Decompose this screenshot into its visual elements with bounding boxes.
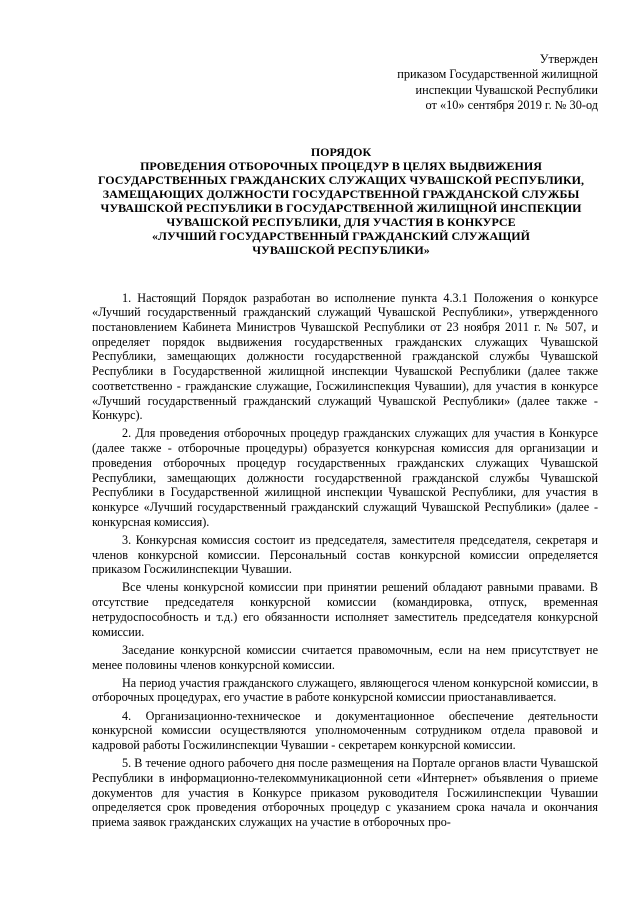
paragraph-2: 2. Для проведения отборочных процедур гражданских служащих для участия в Конкурсе (далее также - отборочные процедуры) образуется конкурсная комиссия для организации и проведения отборочных процедур государственных гражданских служащих Чувашской Республики, замещающих должности государственной гражданской службы Чувашской Республики в Государственной жилищной инспекции Чувашской Республики, для участия в конкурсе «Лучший государственный гражданский служащий Чувашской Республики» (далее - конкурсная комиссия).	[92, 426, 598, 529]
approval-line: Утвержден	[539, 52, 598, 66]
approval-stamp	[92, 52, 598, 114]
paragraph-5: 5. В течение одного рабочего дня после размещения на Портале органов власти Чувашской Республики в информационно-телекоммуникационной сети «Интернет» объявления о приеме документов для участия в Конкурсе приказом руководителя Госжилинспекции Чувашии определяется срок проведения отборочных процедур с указанием срока начала и окончания приема заявок гражданских служащих на участие в отборочных про-	[92, 756, 598, 830]
document-title	[88, 145, 594, 257]
title-line: ЧУВАШСКОЙ РЕСПУБЛИКИ, ДЛЯ УЧАСТИЯ В КОНКУРСЕ	[166, 214, 516, 229]
document-body	[92, 291, 598, 830]
paragraph-3: 3. Конкурсная комиссия состоит из председателя, заместителя председателя, секретаря и членов конкурсной комиссии. Персональный состав конкурсной комиссии определяется приказом Госжилинспекции Чувашии.	[92, 532, 598, 577]
title-line: ПРОВЕДЕНИЯ ОТБОРОЧНЫХ ПРОЦЕДУР В ЦЕЛЯХ ВЫДВИЖЕНИЯ	[140, 158, 542, 173]
paragraph-3-suspension: На период участия гражданского служащего, являющегося членом конкурсной комиссии, в отборочных процедурах, его участие в работе конкурсной комиссии приостанавливается.	[92, 675, 598, 705]
paragraph-3-quorum: Заседание конкурсной комиссии считается правомочным, если на нем присутствует не менее половины членов конкурсной комиссии.	[92, 642, 598, 672]
paragraph-1: 1. Настоящий Порядок разработан во исполнение пункта 4.3.1 Положения о конкурсе «Лучший государственный гражданский служащий Чувашской Республики», утвержденного постановлением Кабинета Министров Чувашской Республики от 23 ноября 2011 г. № 507, и определяет порядок выдвижения государственных гражданских служащих Чувашской Республики, замещающих должности государственной гражданской службы Чувашской Республики в Государственной жилищной инспекции Чувашской Республики (далее также соответственно - гражданские служащие, Госжилинспекция Чувашии), для участия в конкурсе «Лучший государственный гражданский служащий Чувашской Республики» (далее также - Конкурс).	[92, 290, 598, 423]
title-line: ЧУВАШСКОЙ РЕСПУБЛИКИ»	[252, 242, 430, 257]
approval-line: инспекции Чувашской Республики	[415, 82, 598, 97]
title-line: ЗАМЕЩАЮЩИХ ДОЛЖНОСТИ ГОСУДАРСТВЕННОЙ ГРАЖДАНСКОЙ СЛУЖБЫ	[102, 186, 580, 201]
approval-line: от «10» сентября 2019 г. № 30-од	[425, 98, 598, 113]
approval-line: приказом Государственной жилищной	[397, 67, 598, 82]
paragraph-3-equal-rights: Все члены конкурсной комиссии при принятии решений обладают равными правами. В отсутствие председателя конкурсной комиссии (командировка, отпуск, временная нетрудоспособность и т.д.) его обязанности исполняет заместитель председателя конкурсной комиссии.	[92, 580, 598, 639]
paragraph-4: 4. Организационно-техническое и документационное обеспечение деятельности конкурсной комиссии осуществляются уполномоченным сотрудником отдела правовой и кадровой работы Госжилинспекции Чувашии - секретарем конкурсной комиссии.	[92, 708, 598, 753]
title-line: ГОСУДАРСТВЕННЫХ ГРАЖДАНСКИХ СЛУЖАЩИХ ЧУВАШСКОЙ РЕСПУБЛИКИ,	[97, 172, 585, 187]
title-line: ЧУВАШСКОЙ РЕСПУБЛИКИ В ГОСУДАРСТВЕННОЙ ЖИЛИЩНОЙ ИНСПЕКЦИИ	[100, 200, 582, 215]
title-line: «ЛУЧШИЙ ГОСУДАРСТВЕННЫЙ ГРАЖДАНСКИЙ СЛУЖАЩИЙ	[152, 228, 530, 243]
title-line: ПОРЯДОК	[310, 144, 372, 159]
